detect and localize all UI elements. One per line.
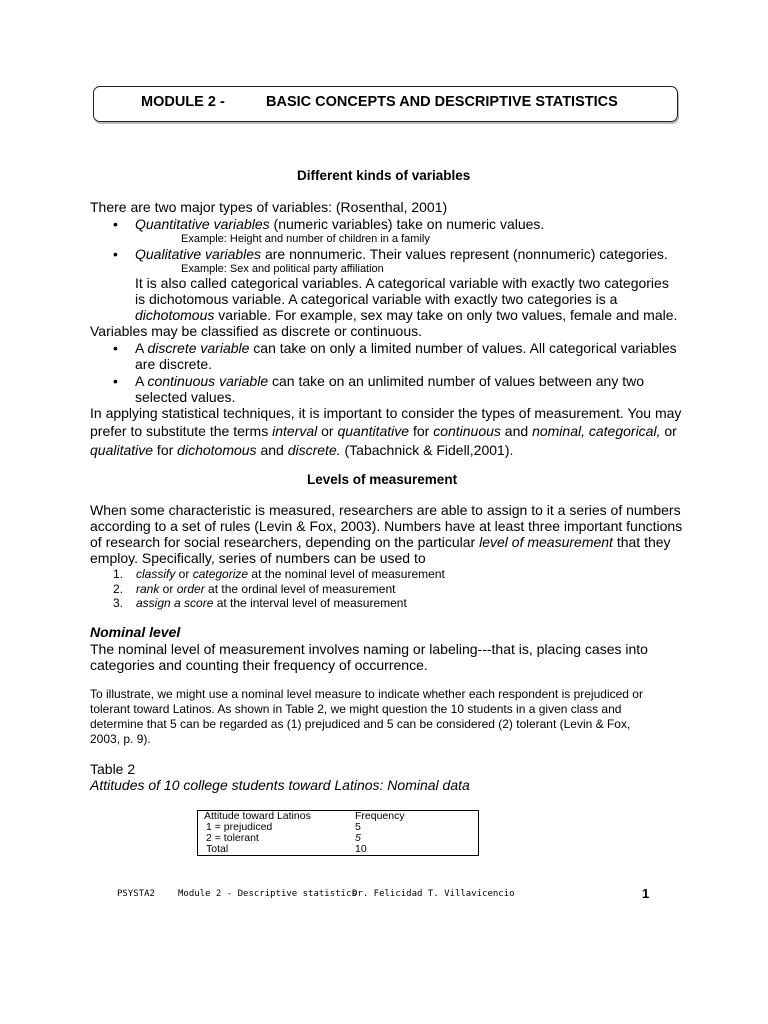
table-caption: Attitudes of 10 college students toward Latinos: Nominal data: [90, 777, 470, 793]
bullet-qualitative: Qualitative variables are nonnumeric. Their values represent (nonnumeric) categories.: [135, 246, 668, 262]
module-title: BASIC CONCEPTS AND DESCRIPTIVE STATISTICS: [266, 94, 618, 110]
categorical-line-2: is dichotomous variable. A categorical variable with exactly two categories is a: [135, 291, 618, 307]
illustrate-line-4: 2003, p. 9).: [90, 732, 151, 746]
levels-list-item: 1.: [113, 567, 124, 581]
nominal-heading: Nominal level: [90, 624, 181, 640]
apply-line-1: In applying statistical techniques, it is important to consider the types of measurement. You may: [90, 405, 682, 421]
table-cell: 2 = tolerant: [206, 832, 259, 844]
table-cell: 5: [355, 821, 361, 833]
footer-module: Module 2 - Descriptive statistics: [178, 889, 357, 899]
example-quantitative: Example: Height and number of children in a family: [181, 233, 430, 245]
illustrate-line-3: determine that 5 can be regarded as (1) prejudiced and 5 can be considered (2) tolerant (Levin & Fox,: [90, 717, 631, 731]
apply-line-3: qualitative for dichotomous and discrete. (Tabachnick & Fidell,2001).: [90, 442, 514, 458]
apply-line-2: prefer to substitute the terms interval or quantitative for continuous and nominal, categorical, or: [90, 423, 677, 439]
table-cell: 10: [355, 843, 367, 855]
illustrate-line-2: tolerant toward Latinos. As shown in Table 2, we might question the 10 students in a given class and: [90, 702, 622, 716]
nominal-line-2: categories and counting their frequency of occurrence.: [90, 657, 428, 673]
categorical-line-3: dichotomous variable. For example, sex may take on only two values, female and male.: [135, 307, 678, 323]
bullet-quantitative: Quantitative variables (numeric variables) take on numeric values.: [135, 216, 545, 232]
table-header-frequency: Frequency: [355, 810, 405, 822]
levels-line-2: according to a set of rules (Levin & Fox, 2003). Numbers have at least three important functions: [90, 518, 683, 534]
levels-line-3: of research for social researchers, depending on the particular level of measurement that they: [90, 534, 671, 550]
bullet-icon: •: [113, 340, 118, 356]
section-heading-levels: Levels of measurement: [307, 472, 458, 487]
levels-list-item: 3.: [113, 596, 124, 610]
illustrate-line-1: To illustrate, we might use a nominal level measure to indicate whether each respondent is prejudiced or: [90, 687, 643, 701]
bullet-discrete-line-2: are discrete.: [135, 356, 213, 372]
levels-line-1: When some characteristic is measured, researchers are able to assign to it a series of numbers: [90, 502, 681, 518]
module-number: MODULE 2 -: [141, 94, 225, 110]
levels-list-item-text: classify or categorize at the nominal level of measurement: [136, 567, 445, 581]
example-qualitative: Example: Sex and political party affiliation: [181, 263, 384, 275]
bullet-discrete: A discrete variable can take on only a limited number of values. All categorical variables: [135, 340, 677, 356]
levels-line-4: employ. Specifically, series of numbers can be used to: [90, 550, 426, 566]
table-cell: 5: [355, 832, 361, 844]
discrete-continuous-line: Variables may be classified as discrete or continuous.: [90, 323, 423, 339]
frequency-table: [197, 810, 479, 856]
table-cell: Total: [206, 843, 229, 855]
intro-line: There are two major types of variables: (Rosenthal, 2001): [90, 199, 448, 215]
bullet-icon: •: [113, 216, 118, 232]
table-header-attitude: Attitude toward Latinos: [204, 810, 311, 822]
table-cell: 1 = prejudiced: [206, 821, 273, 833]
levels-list-item-text: rank or order at the ordinal level of measurement: [136, 582, 396, 596]
module-header-box: [93, 86, 678, 122]
page-number: 1: [642, 886, 650, 901]
table-label: Table 2: [90, 761, 136, 777]
levels-list-item: 2.: [113, 582, 124, 596]
levels-list-item-text: assign a score at the interval level of measurement: [136, 596, 407, 610]
bullet-icon: •: [113, 373, 118, 389]
footer-course: PSYSTA2: [117, 889, 155, 899]
bullet-continuous-line-2: selected values.: [135, 389, 236, 405]
section-heading-variables: Different kinds of variables: [297, 168, 471, 183]
nominal-line-1: The nominal level of measurement involves naming or labeling---that is, placing cases into: [90, 641, 648, 657]
bullet-continuous: A continuous variable can take on an unlimited number of values between any two: [135, 373, 645, 389]
bullet-icon: •: [113, 246, 118, 262]
footer-author: Dr. Felicidad T. Villavicencio: [352, 889, 515, 899]
categorical-line-1: It is also called categorical variables. A categorical variable with exactly two categories: [135, 275, 669, 291]
